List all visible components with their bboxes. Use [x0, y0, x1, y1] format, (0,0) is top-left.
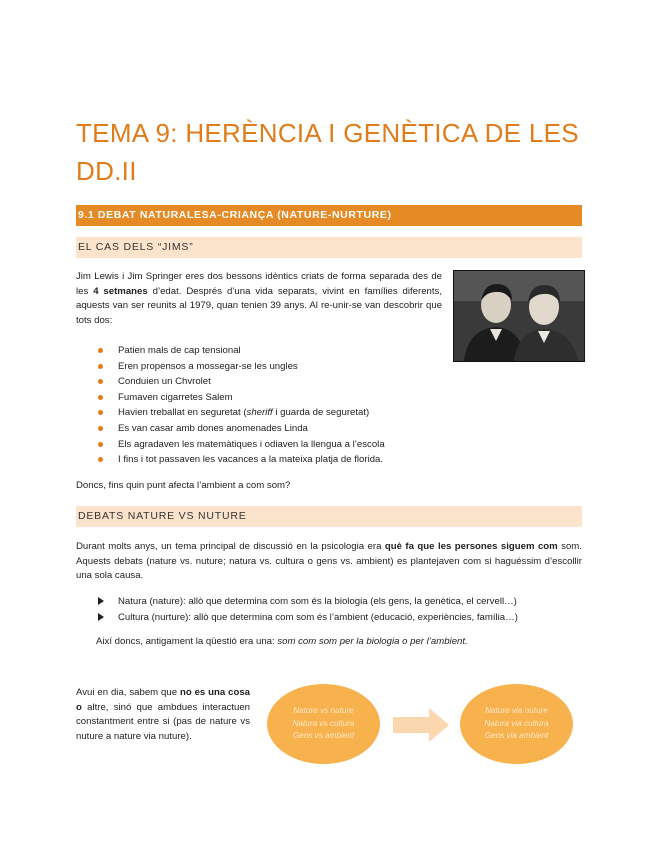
list-item: I fins i tot passaven les vacances a la mateixa platja de florida.: [96, 452, 536, 468]
bullet-icon: [98, 457, 103, 462]
jims-closing-question: Doncs, fins quin punt afecta l’ambient a com som?: [76, 480, 291, 491]
today-bold: no es una cosa o: [76, 687, 251, 713]
subheading-debats: DEBATS NATURE VS NUTURE: [76, 506, 582, 527]
arrow-bullet-icon: [98, 597, 104, 605]
bullet-icon: [98, 410, 103, 415]
list-item: Els agradaven les matemàtiques i odiaven la llengua a l’escola: [96, 437, 536, 453]
debate-bold: què fa que les persones siguem com: [384, 541, 558, 552]
bullet-icon: [98, 348, 103, 353]
jims-intro-paragraph: [76, 270, 442, 328]
section-heading: 9.1 DEBAT NATURALESA-CRIANÇA (NATURE-NURTURE): [76, 205, 582, 226]
jims-similarities-list: [96, 343, 536, 468]
list-item: Havien treballat en seguretat (sheriff i guarda de seguretat): [96, 405, 536, 421]
arrow-bullet-icon: [98, 613, 104, 621]
bullet-icon: [98, 364, 103, 369]
title-line-2: DD.II: [76, 156, 137, 186]
debate-paragraph: Durant molts anys, un tema principal de discussió en la psicologia era què fa que les persones siguem com som. Aquests debats (nature vs. nuture; natura vs. cultura o gens vs. ambient) es plantejaven com si haguéssim d’escollir una sola causa.: [76, 541, 582, 581]
bullet-icon: [98, 442, 103, 447]
list-item: Conduien un Chvrolet: [96, 374, 536, 390]
list-item: Cultura (nurture): allò que determina com som és l’ambient (educació, experiències, família…): [96, 610, 582, 626]
bullet-icon: [98, 426, 103, 431]
list-item: Es van casar amb dones anomenades Linda: [96, 421, 536, 437]
page-title: [76, 114, 596, 190]
debate-conclusion: Així doncs, antigament la qüestió era una: som com som per la biologia o per l’ambient.: [96, 636, 468, 647]
ellipse-nature-vs-nurture: Nature vs nuture Natura vs cultura Gens vs ambient: [267, 684, 380, 764]
list-item: Patien mals de cap tensional: [96, 343, 536, 359]
list-item: Natura (nature): allò que determina com som és la biologia (els gens, la genètica, el cervell…): [96, 594, 582, 610]
subheading-jims: EL CAS DELS “JIMS”: [76, 237, 582, 258]
jims-intro-text-1: Jim Lewis i Jim Springer eres dos bessons idèntics criats de forma separada des de les: [76, 271, 442, 297]
right-arrow-icon: [393, 708, 449, 742]
bullet-icon: [98, 395, 103, 400]
list-item: Eren propensos a mossegar-se les ungles: [96, 359, 536, 375]
jims-intro-bold: 4 setmanes: [93, 285, 148, 297]
list-item: Fumaven cigarretes Salem: [96, 390, 536, 406]
bullet-icon: [98, 379, 103, 384]
title-line-1: TEMA 9: HERÈNCIA I GENÈTICA DE LES: [76, 118, 579, 148]
jims-intro-text-2: d’edat. Després d’una vida separats, vivint en famílies diferents, aquests van ser reunits al 1979, quan tenien 39 anys. Al re-unir-se van descobrir que tots dos:: [76, 285, 442, 326]
ellipse-nature-via-nurture: Nature via nuture Natura via cultura Gens via ambient: [460, 684, 573, 764]
today-paragraph: Avui en dia, sabem que no es una cosa o altre, sinó que ambdues interactuen constantment entre si (pas de nature vs nuture a nature via nuture).: [76, 687, 251, 742]
nature-nurture-list: [96, 594, 582, 625]
